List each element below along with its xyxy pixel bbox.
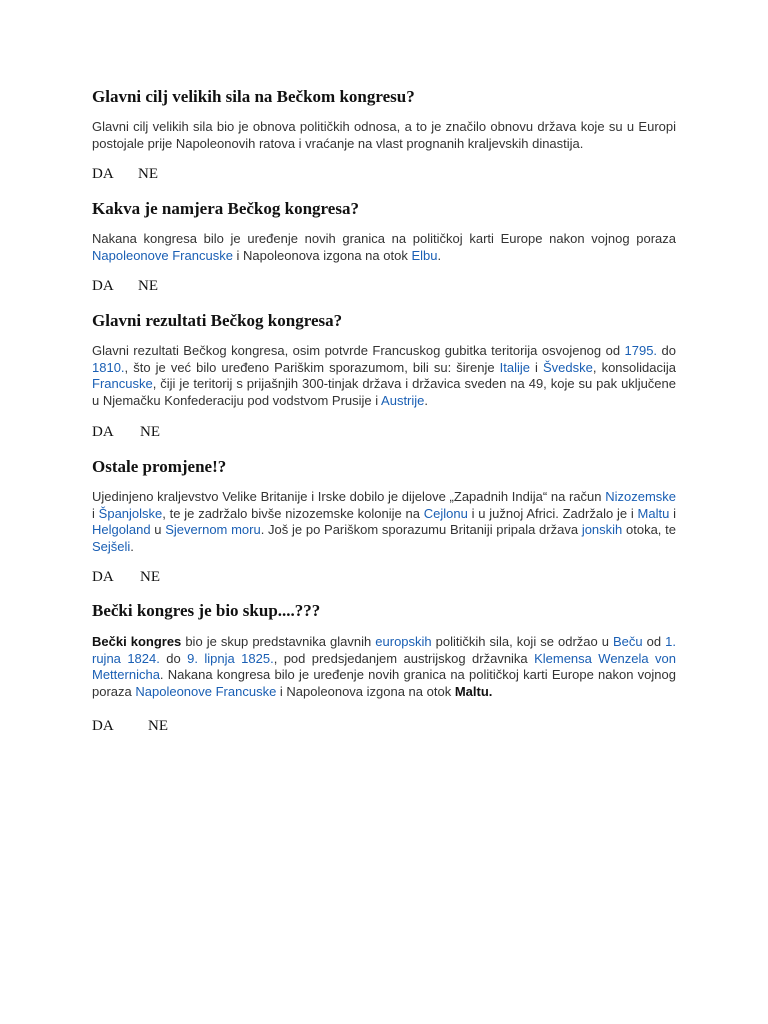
yes-option[interactable]: DA bbox=[92, 424, 114, 440]
inline-link[interactable]: europskih bbox=[375, 634, 432, 649]
text-run: . bbox=[424, 392, 429, 408]
no-option[interactable]: NE bbox=[138, 278, 158, 294]
inline-link[interactable]: 1. rujna 1824. bbox=[92, 634, 677, 666]
question-heading-1: Glavni cilj velikih sila na Bečkom kongresu? bbox=[92, 87, 415, 106]
inline-link[interactable]: Napoleonove Francuske bbox=[135, 683, 277, 699]
yes-option[interactable]: DA bbox=[92, 718, 114, 734]
yes-no-row-5 bbox=[92, 718, 168, 735]
inline-link[interactable]: Maltu bbox=[637, 505, 670, 521]
inline-link[interactable]: Sjevernom moru bbox=[165, 522, 261, 537]
inline-link[interactable]: 9. lipnja 1825. bbox=[187, 650, 274, 666]
answer-paragraph-3 bbox=[92, 343, 676, 409]
answer-paragraph-4 bbox=[92, 489, 676, 555]
text-run: . Nakana kongresa bilo je uređenje novih granica na političkoj karti Europe nakon vojnog poraza bbox=[92, 667, 676, 699]
yes-no-row-3 bbox=[92, 424, 160, 441]
text-run: bio je skup predstavnika glavnih bbox=[181, 634, 376, 649]
inline-link[interactable]: Sejšeli bbox=[92, 538, 131, 554]
text-run: Glavni rezultati Bečkog kongresa, osim potvrde Francuskog gubitka teritorija osvojenog od bbox=[92, 343, 625, 358]
no-option[interactable]: NE bbox=[140, 569, 160, 585]
text-run: . Još je po Pariškom sporazumu Britaniji pripala država bbox=[260, 522, 582, 537]
inline-link[interactable]: Italije bbox=[499, 359, 530, 375]
inline-link[interactable]: Francuske bbox=[92, 376, 153, 391]
inline-link[interactable]: Napoleonove Francuske bbox=[92, 247, 233, 263]
yes-no-row-4 bbox=[92, 569, 160, 586]
text-run: političkih sila, koji se održao u bbox=[431, 634, 614, 649]
bold-text: Maltu. bbox=[454, 683, 493, 699]
answer-paragraph-2 bbox=[92, 231, 676, 264]
bold-text: Bečki kongres bbox=[92, 634, 182, 649]
inline-link[interactable]: jonskih bbox=[581, 522, 623, 537]
inline-link[interactable]: 1810. bbox=[92, 359, 125, 375]
question-heading-3: Glavni rezultati Bečkog kongresa? bbox=[92, 311, 343, 330]
yes-no-row-1 bbox=[92, 166, 158, 183]
text-run: do bbox=[159, 650, 188, 666]
text-run: , pod predsjedanjem austrijskog državnika bbox=[273, 650, 535, 666]
text-run: , što je već bilo uređeno Pariškim sporazumom, bili su: širenje bbox=[124, 359, 500, 375]
question-heading-5: Bečki kongres je bio skup....??? bbox=[92, 601, 321, 620]
no-option[interactable]: NE bbox=[148, 718, 168, 734]
inline-link[interactable]: Švedske bbox=[543, 359, 593, 375]
text-run: Nakana kongresa bilo je uređenje novih granica na političkoj karti Europe nakon vojnog poraza bbox=[92, 231, 676, 246]
text-run: , čiji je teritorij s prijašnjih 300-tinjak država i državica sveden na 49, koje su pak uključene u Njemačku Konfederaciju pod vodstvom Prusije i bbox=[92, 376, 676, 408]
text-run: i bbox=[529, 359, 544, 375]
answer-paragraph-1 bbox=[92, 119, 676, 152]
inline-link[interactable]: Helgoland bbox=[92, 522, 151, 537]
question-heading-2: Kakva je namjera Bečkog kongresa? bbox=[92, 199, 359, 218]
yes-option[interactable]: DA bbox=[92, 569, 114, 585]
inline-link[interactable]: Elbu bbox=[411, 247, 438, 263]
inline-link[interactable]: Klemensa Wenzela von Metternicha bbox=[92, 650, 677, 682]
text-run: Glavni cilj velikih sila bio je obnova političkih odnosa, a to je značilo obnovu država koje su u Europi postojale prije Napoleonovih ratova i vraćanje na vlast prognanih kraljevskih dinastija. bbox=[92, 119, 676, 151]
text-run: , konsolidacija bbox=[592, 359, 676, 375]
text-run: Ujedinjeno kraljevstvo Velike Britanije i Irske dobilo je dijelove „Zapadnih Indija“ na račun bbox=[92, 489, 606, 504]
inline-link[interactable]: 1795. bbox=[624, 343, 658, 358]
text-run: . bbox=[437, 247, 442, 263]
no-option[interactable]: NE bbox=[138, 166, 158, 182]
inline-link[interactable]: Nizozemske bbox=[605, 489, 676, 504]
text-run: otoka, te bbox=[622, 522, 676, 537]
yes-option[interactable]: DA bbox=[92, 278, 114, 294]
inline-link[interactable]: Španjolske bbox=[98, 505, 163, 521]
yes-option[interactable]: DA bbox=[92, 166, 114, 182]
text-run: i Napoleonova izgona na otok bbox=[276, 683, 455, 699]
text-run: od bbox=[642, 634, 666, 649]
text-run: i u južnoj Africi. Zadržalo je i bbox=[467, 505, 638, 521]
text-run: i bbox=[669, 505, 676, 521]
yes-no-row-2 bbox=[92, 278, 158, 295]
inline-link[interactable]: Beču bbox=[613, 634, 643, 649]
text-run: . bbox=[130, 538, 134, 554]
answer-paragraph-5 bbox=[92, 634, 676, 700]
inline-link[interactable]: Austrije bbox=[381, 392, 425, 408]
text-run: i bbox=[92, 505, 99, 521]
text-run: i Napoleonova izgona na otok bbox=[232, 247, 412, 263]
text-run: u bbox=[150, 522, 166, 537]
question-heading-4: Ostale promjene!? bbox=[92, 457, 227, 476]
text-run: do bbox=[657, 343, 676, 358]
text-run: , te je zadržalo bivše nizozemske kolonije na bbox=[162, 505, 424, 521]
inline-link[interactable]: Cejlonu bbox=[423, 505, 468, 521]
no-option[interactable]: NE bbox=[140, 424, 160, 440]
